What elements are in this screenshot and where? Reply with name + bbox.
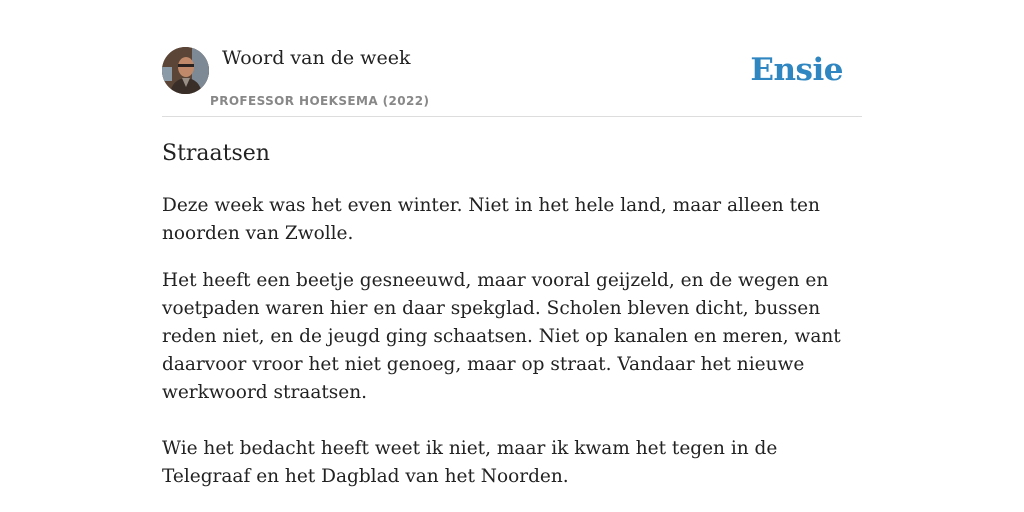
author-name[interactable]: PROFESSOR HOEKSEMA (2022) <box>210 94 430 108</box>
brand-logo[interactable]: Ensie <box>750 52 843 88</box>
paragraph: Het heeft een beetje gesneeuwd, maar vooral geijzeld, en de wegen en voetpaden waren hier en daar spekglad. Scholen bleven dicht, bussen reden niet, en de jeugd ging schaatsen. Niet op kanalen en meren, want daarvoor vroor het niet genoeg, maar op straat. Vandaar het nieuwe werkwoord straatsen. <box>162 270 841 403</box>
author-avatar[interactable] <box>162 47 209 94</box>
series-title[interactable]: Woord van de week <box>222 47 411 69</box>
article-body <box>162 139 862 491</box>
paragraph: Deze week was het even winter. Niet in het hele land, maar alleen ten noorden van Zwolle. <box>162 195 820 244</box>
article-title: Straatsen <box>162 141 270 166</box>
paragraph: Wie het bedacht heeft weet ik niet, maar ik kwam het tegen in de Telegraaf en het Dagblad van het Noorden. <box>162 438 778 487</box>
article-header <box>162 46 862 117</box>
author-photo <box>162 47 209 94</box>
